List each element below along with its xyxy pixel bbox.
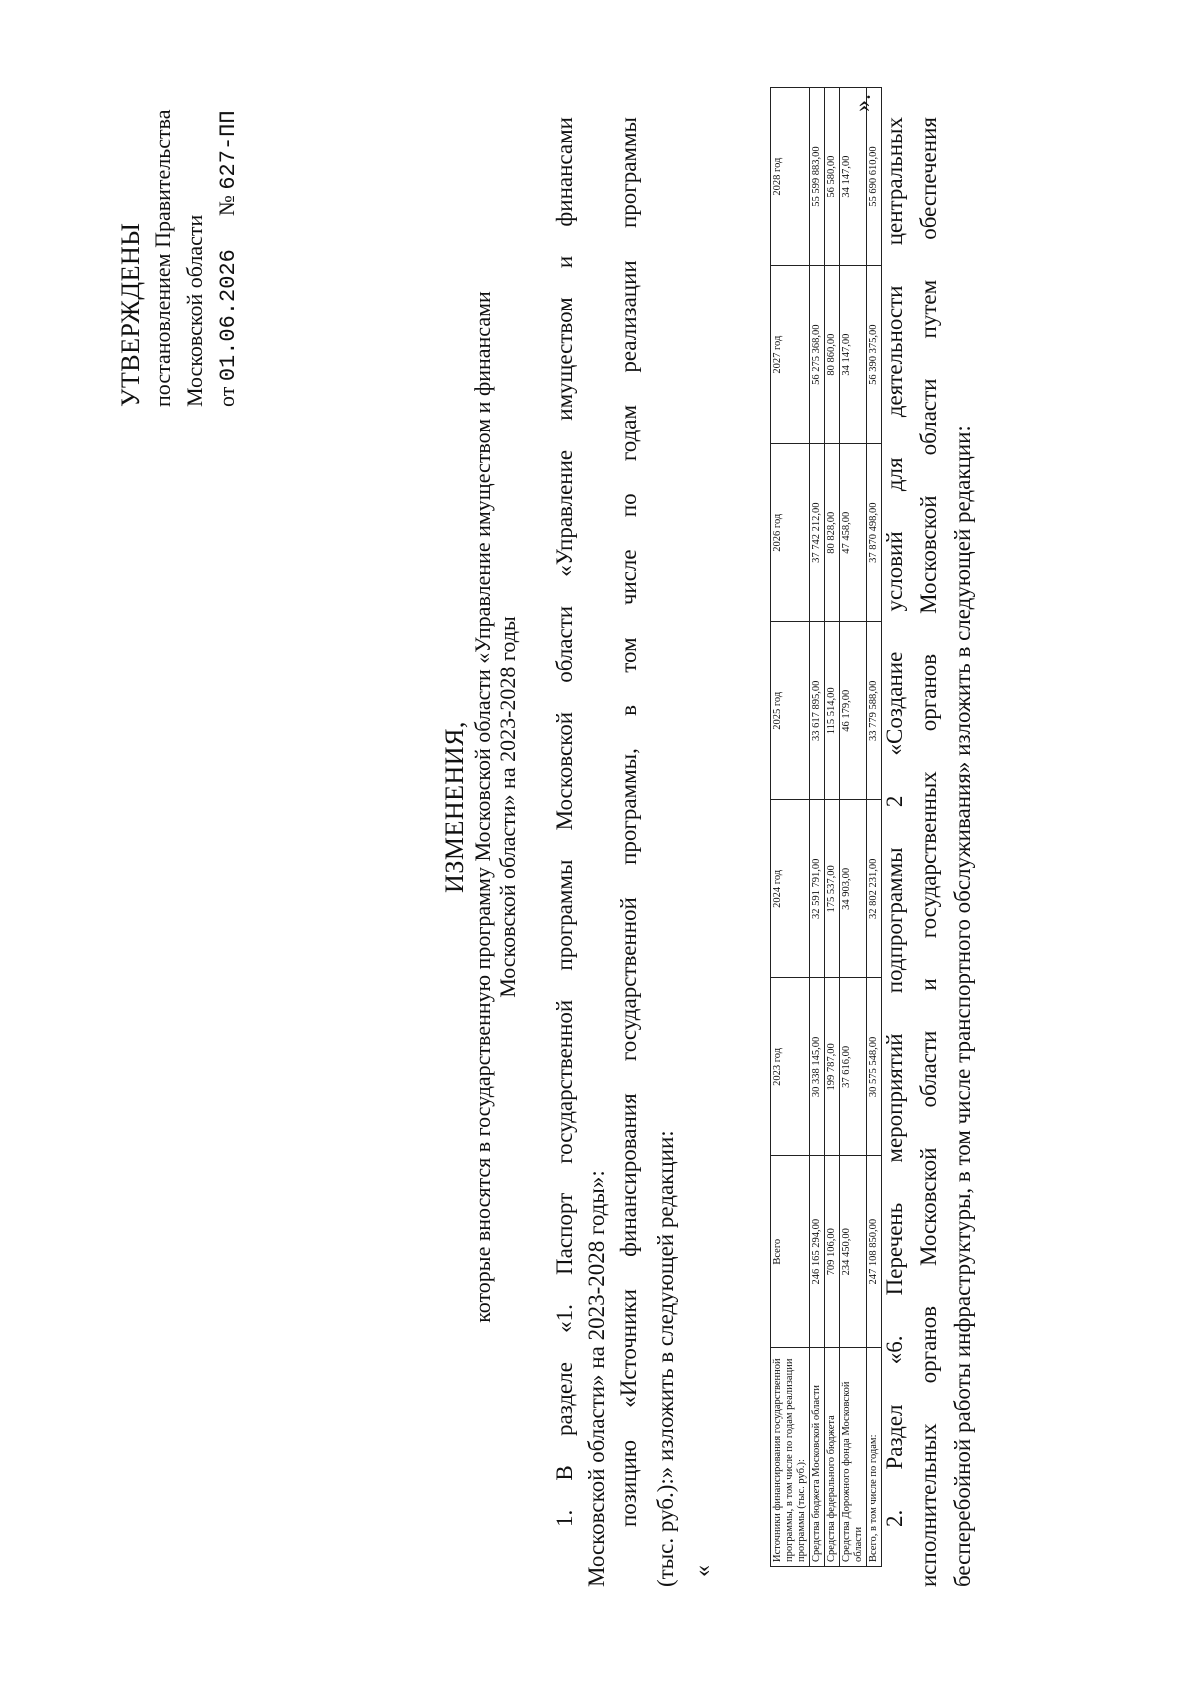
quote-open: « bbox=[690, 1565, 716, 1577]
table-cell: 37 742 212,00 bbox=[810, 444, 825, 622]
table-cell: 37 616,00 bbox=[840, 978, 867, 1156]
document-title bbox=[440, 217, 520, 1397]
table-row bbox=[810, 88, 825, 1567]
date-prefix: от bbox=[214, 386, 239, 407]
financing-table bbox=[770, 87, 882, 1567]
approval-date-line bbox=[211, 47, 245, 407]
header-cell: 2028 год bbox=[771, 88, 810, 266]
quote-close: ». bbox=[850, 94, 876, 112]
approval-number: 627-ПП bbox=[216, 110, 241, 190]
para3-line3: бесперебойной работы инфраструктуры, в том числе транспортного обслуживания» изложить в следующей редакции: bbox=[950, 425, 975, 1587]
table-cell: 34 147,00 bbox=[840, 266, 867, 444]
title-main: ИЗМЕНЕНИЯ, bbox=[440, 721, 469, 893]
para1-line2: Московской области» на 2023-2028 годы»: bbox=[584, 1170, 609, 1587]
table-cell: 46 179,00 bbox=[840, 622, 867, 800]
table-cell: 33 617 895,00 bbox=[810, 622, 825, 800]
para3-line1: 2. Раздел «6. Перечень мероприятий подпрограммы 2 «Создание условий для деятельности центральных bbox=[882, 117, 907, 1527]
approval-heading: УТВЕРЖДЕНЫ bbox=[116, 222, 145, 407]
header-cell: 2026 год bbox=[771, 444, 810, 622]
approval-line-1: постановлением Правительства bbox=[150, 109, 175, 407]
table-cell: 247 108 850,00 bbox=[867, 1156, 882, 1348]
table-cell: 34 147,00 bbox=[840, 88, 867, 266]
table-cell: 246 165 294,00 bbox=[810, 1156, 825, 1348]
approval-line-2: Московской области bbox=[182, 214, 207, 407]
table-cell: 80 860,00 bbox=[825, 266, 840, 444]
row-label: Средства Дорожного фонда Московской области bbox=[840, 1348, 867, 1567]
table-cell: 199 787,00 bbox=[825, 978, 840, 1156]
header-cell: 2025 год bbox=[771, 622, 810, 800]
table-cell: 56 275 368,00 bbox=[810, 266, 825, 444]
header-cell: 2027 год bbox=[771, 266, 810, 444]
table-cell: 33 779 588,00 bbox=[867, 622, 882, 800]
table-cell: 34 903,00 bbox=[840, 800, 867, 978]
para1-line1: 1. В разделе «1. Паспорт государственной программы Московской области «Управление имуществом и финансами bbox=[552, 117, 577, 1527]
row-label: Средства бюджета Московской области bbox=[810, 1348, 825, 1567]
approval-date: 01.06.2026 bbox=[216, 249, 241, 382]
approval-block bbox=[115, 47, 245, 407]
table-cell: 56 390 375,00 bbox=[867, 266, 882, 444]
title-line-2: Московской области» на 2023-2028 годы bbox=[495, 616, 520, 998]
para3-line2: исполнительных органов Московской области и государственных органов Московской области путем обеспечения bbox=[916, 117, 941, 1587]
table-cell: 32 591 791,00 bbox=[810, 800, 825, 978]
table-row bbox=[840, 88, 867, 1567]
row-label: Средства федерального бюджета bbox=[825, 1348, 840, 1567]
header-cell: 2023 год bbox=[771, 978, 810, 1156]
table-cell: 30 338 145,00 bbox=[810, 978, 825, 1156]
para2-line1: позицию «Источники финансирования государственной программы, в том числе по годам реализации программы bbox=[616, 117, 641, 1527]
title-line-1: которые вносятся в государственную программу Московской области «Управление имуществом и финансами bbox=[470, 291, 495, 1323]
number-sign: № bbox=[214, 195, 239, 217]
table-cell: 56 580,00 bbox=[825, 88, 840, 266]
row-label: Всего, в том числе по годам: bbox=[867, 1348, 882, 1567]
table-cell: 55 690 610,00 bbox=[867, 88, 882, 266]
table-cell: 32 802 231,00 bbox=[867, 800, 882, 978]
header-cell: 2024 год bbox=[771, 800, 810, 978]
para2-line2: (тыс. руб.):» изложить в следующей редакции: bbox=[653, 1130, 678, 1587]
header-cell: Всего bbox=[771, 1156, 810, 1348]
table-cell: 30 575 548,00 bbox=[867, 978, 882, 1156]
table-cell: 115 514,00 bbox=[825, 622, 840, 800]
table-cell: 709 106,00 bbox=[825, 1156, 840, 1348]
table-cell: 55 599 883,00 bbox=[810, 88, 825, 266]
table-cell: 234 450,00 bbox=[840, 1156, 867, 1348]
table-cell: 80 828,00 bbox=[825, 444, 840, 622]
table-cell: 37 870 498,00 bbox=[867, 444, 882, 622]
table-cell: 47 458,00 bbox=[840, 444, 867, 622]
table-cell: 175 537,00 bbox=[825, 800, 840, 978]
table-header-row bbox=[771, 88, 810, 1567]
table-row bbox=[825, 88, 840, 1567]
header-cell: Источники финансирования государственной программы, в том числе по годам реализации программы (тыс. руб.): bbox=[771, 1348, 810, 1567]
